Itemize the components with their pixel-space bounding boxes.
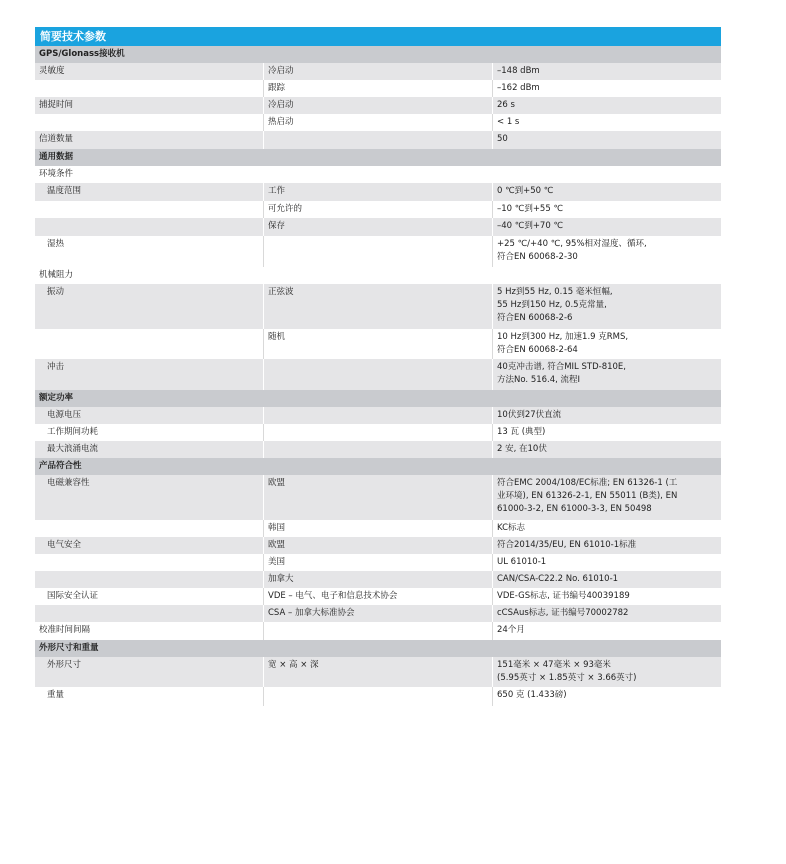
spec-value-line: 151毫米 × 47毫米 × 93毫米 bbox=[497, 660, 611, 670]
spec-row bbox=[35, 236, 721, 267]
spec-condition bbox=[264, 441, 493, 458]
spec-condition: CSA – 加拿大标准协会 bbox=[264, 605, 493, 622]
spec-value-line: 符合EN 60068-2-64 bbox=[497, 345, 578, 355]
spec-value-line: (5.95英寸 × 1.85英寸 × 3.66英寸) bbox=[497, 673, 637, 683]
spec-label: 工作期间功耗 bbox=[35, 424, 264, 441]
spec-label bbox=[35, 329, 264, 359]
subsection-header: 环境条件 bbox=[35, 166, 721, 183]
spec-value bbox=[493, 571, 721, 588]
spec-row bbox=[35, 588, 721, 605]
spec-value bbox=[493, 97, 721, 114]
section-header: 外形尺寸和重量 bbox=[35, 640, 721, 657]
section-header: 额定功率 bbox=[35, 390, 721, 407]
spec-value bbox=[493, 329, 721, 359]
spec-value-line: 10伏到27伏直流 bbox=[497, 410, 562, 420]
spec-label: 捕捉时间 bbox=[35, 97, 264, 114]
spec-value bbox=[493, 537, 721, 554]
spec-label: 国际安全认证 bbox=[35, 588, 264, 605]
spec-value-line: 61000-3-2, EN 61000-3-3, EN 50498 bbox=[497, 504, 652, 514]
spec-value-line: –10 ℃到+55 ℃ bbox=[497, 204, 563, 214]
spec-row bbox=[35, 571, 721, 588]
spec-label bbox=[35, 201, 264, 218]
spec-label: 振动 bbox=[35, 284, 264, 329]
subsection-header: 机械阻力 bbox=[35, 267, 721, 284]
spec-row bbox=[35, 407, 721, 424]
spec-row bbox=[35, 201, 721, 218]
spec-condition: 宽 × 高 × 深 bbox=[264, 657, 493, 687]
sheet-title: 简要技术参数 bbox=[35, 27, 721, 46]
spec-value-line: 符合EN 60068-2-30 bbox=[497, 252, 578, 262]
spec-condition: 跟踪 bbox=[264, 80, 493, 97]
spec-value bbox=[493, 236, 721, 267]
spec-value-line: –162 dBm bbox=[497, 83, 540, 93]
spec-row bbox=[35, 114, 721, 131]
spec-value bbox=[493, 183, 721, 201]
spec-value-line: CAN/CSA-C22.2 No. 61010-1 bbox=[497, 574, 619, 584]
spec-label: 电源电压 bbox=[35, 407, 264, 424]
spec-value-line: –148 dBm bbox=[497, 66, 540, 76]
spec-row bbox=[35, 475, 721, 520]
spec-row bbox=[35, 605, 721, 622]
spec-value bbox=[493, 218, 721, 236]
spec-label bbox=[35, 554, 264, 571]
spec-value-line: 650 克 (1.433磅) bbox=[497, 690, 567, 700]
spec-value-line: 13 瓦 (典型) bbox=[497, 427, 546, 437]
spec-condition bbox=[264, 359, 493, 390]
spec-value-line: 50 bbox=[497, 134, 508, 144]
spec-label bbox=[35, 571, 264, 588]
spec-row bbox=[35, 183, 721, 201]
spec-condition: 可允许的 bbox=[264, 201, 493, 218]
spec-value bbox=[493, 114, 721, 131]
spec-condition: 工作 bbox=[264, 183, 493, 201]
spec-label bbox=[35, 605, 264, 622]
spec-value-line: 业环境), EN 61326-2-1, EN 55011 (B类), EN bbox=[497, 491, 678, 501]
spec-value bbox=[493, 201, 721, 218]
spec-row bbox=[35, 218, 721, 236]
spec-condition: 正弦波 bbox=[264, 284, 493, 329]
spec-value-line: 26 s bbox=[497, 100, 515, 110]
spec-value bbox=[493, 284, 721, 329]
spec-row bbox=[35, 359, 721, 390]
spec-row bbox=[35, 657, 721, 687]
spec-condition: 美国 bbox=[264, 554, 493, 571]
spec-value bbox=[493, 424, 721, 441]
spec-condition: VDE – 电气、电子和信息技术协会 bbox=[264, 588, 493, 605]
spec-value-line: < 1 s bbox=[497, 117, 520, 127]
section-header: 产品符合性 bbox=[35, 458, 721, 475]
spec-value bbox=[493, 63, 721, 80]
spec-value bbox=[493, 80, 721, 97]
spec-row bbox=[35, 80, 721, 97]
spec-label: 最大浪涌电流 bbox=[35, 441, 264, 458]
spec-label bbox=[35, 218, 264, 236]
spec-value-line: 符合2014/35/EU, EN 61010-1标准 bbox=[497, 540, 637, 550]
spec-row bbox=[35, 520, 721, 537]
spec-value-line: 55 Hz到150 Hz, 0.5克常量, bbox=[497, 300, 607, 310]
spec-value-line: 2 安, 在10伏 bbox=[497, 444, 547, 454]
spec-value-line: –40 ℃到+70 ℃ bbox=[497, 221, 563, 231]
spec-value-line: 5 Hz到55 Hz, 0.15 毫米恒幅, bbox=[497, 287, 613, 297]
spec-value-line: 符合EMC 2004/108/EC标准; EN 61326-1 (工 bbox=[497, 478, 678, 488]
spec-row bbox=[35, 329, 721, 359]
spec-label: 信道数量 bbox=[35, 131, 264, 149]
spec-condition bbox=[264, 236, 493, 267]
spec-value-line: UL 61010-1 bbox=[497, 557, 547, 567]
spec-row bbox=[35, 687, 721, 706]
spec-label: 冲击 bbox=[35, 359, 264, 390]
spec-condition bbox=[264, 424, 493, 441]
spec-table bbox=[35, 46, 721, 706]
spec-label bbox=[35, 80, 264, 97]
spec-label: 外形尺寸 bbox=[35, 657, 264, 687]
spec-condition bbox=[264, 407, 493, 424]
spec-value bbox=[493, 407, 721, 424]
spec-row bbox=[35, 131, 721, 149]
spec-row bbox=[35, 537, 721, 554]
spec-condition: 冷启动 bbox=[264, 97, 493, 114]
spec-value-line: cCSAus标志, 证书编号70002782 bbox=[497, 608, 629, 618]
spec-value-line: KC标志 bbox=[497, 523, 526, 533]
spec-value bbox=[493, 554, 721, 571]
spec-label: 电磁兼容性 bbox=[35, 475, 264, 520]
section-header: 通用数据 bbox=[35, 149, 721, 166]
section-header: GPS/Glonass接收机 bbox=[35, 46, 721, 63]
spec-value bbox=[493, 441, 721, 458]
spec-label bbox=[35, 520, 264, 537]
spec-value-line: 24个月 bbox=[497, 625, 525, 635]
spec-condition: 随机 bbox=[264, 329, 493, 359]
spec-condition bbox=[264, 622, 493, 640]
spec-value bbox=[493, 520, 721, 537]
spec-row bbox=[35, 284, 721, 329]
spec-label: 湿热 bbox=[35, 236, 264, 267]
spec-value-line: 40克冲击谱, 符合MIL STD-810E, bbox=[497, 362, 626, 372]
spec-label: 灵敏度 bbox=[35, 63, 264, 80]
spec-condition: 热启动 bbox=[264, 114, 493, 131]
spec-condition: 韩国 bbox=[264, 520, 493, 537]
spec-value-line: +25 ℃/+40 ℃, 95%相对湿度、循环, bbox=[497, 239, 647, 249]
spec-label: 电气安全 bbox=[35, 537, 264, 554]
spec-condition: 保存 bbox=[264, 218, 493, 236]
spec-row bbox=[35, 622, 721, 640]
spec-value bbox=[493, 605, 721, 622]
spec-value-line: 符合EN 60068-2-6 bbox=[497, 313, 573, 323]
spec-value-line: 方法No. 516.4, 流程I bbox=[497, 375, 581, 385]
spec-value-line: 0 ℃到+50 ℃ bbox=[497, 186, 554, 196]
spec-value-line: VDE-GS标志, 证书编号40039189 bbox=[497, 591, 630, 601]
spec-value-line: 10 Hz到300 Hz, 加速1.9 克RMS, bbox=[497, 332, 629, 342]
spec-value bbox=[493, 657, 721, 687]
spec-condition: 欧盟 bbox=[264, 537, 493, 554]
spec-label: 重量 bbox=[35, 687, 264, 706]
spec-label bbox=[35, 114, 264, 131]
spec-sheet bbox=[35, 27, 721, 706]
spec-value bbox=[493, 588, 721, 605]
spec-value bbox=[493, 475, 721, 520]
spec-value bbox=[493, 622, 721, 640]
spec-value bbox=[493, 359, 721, 390]
spec-condition bbox=[264, 131, 493, 149]
spec-row bbox=[35, 554, 721, 571]
spec-row bbox=[35, 63, 721, 80]
spec-row bbox=[35, 424, 721, 441]
spec-value bbox=[493, 131, 721, 149]
spec-condition bbox=[264, 687, 493, 706]
spec-row bbox=[35, 441, 721, 458]
spec-label: 温度范围 bbox=[35, 183, 264, 201]
spec-value bbox=[493, 687, 721, 706]
spec-condition: 加拿大 bbox=[264, 571, 493, 588]
spec-row bbox=[35, 97, 721, 114]
spec-condition: 欧盟 bbox=[264, 475, 493, 520]
spec-label: 校准时间间隔 bbox=[35, 622, 264, 640]
spec-condition: 冷启动 bbox=[264, 63, 493, 80]
